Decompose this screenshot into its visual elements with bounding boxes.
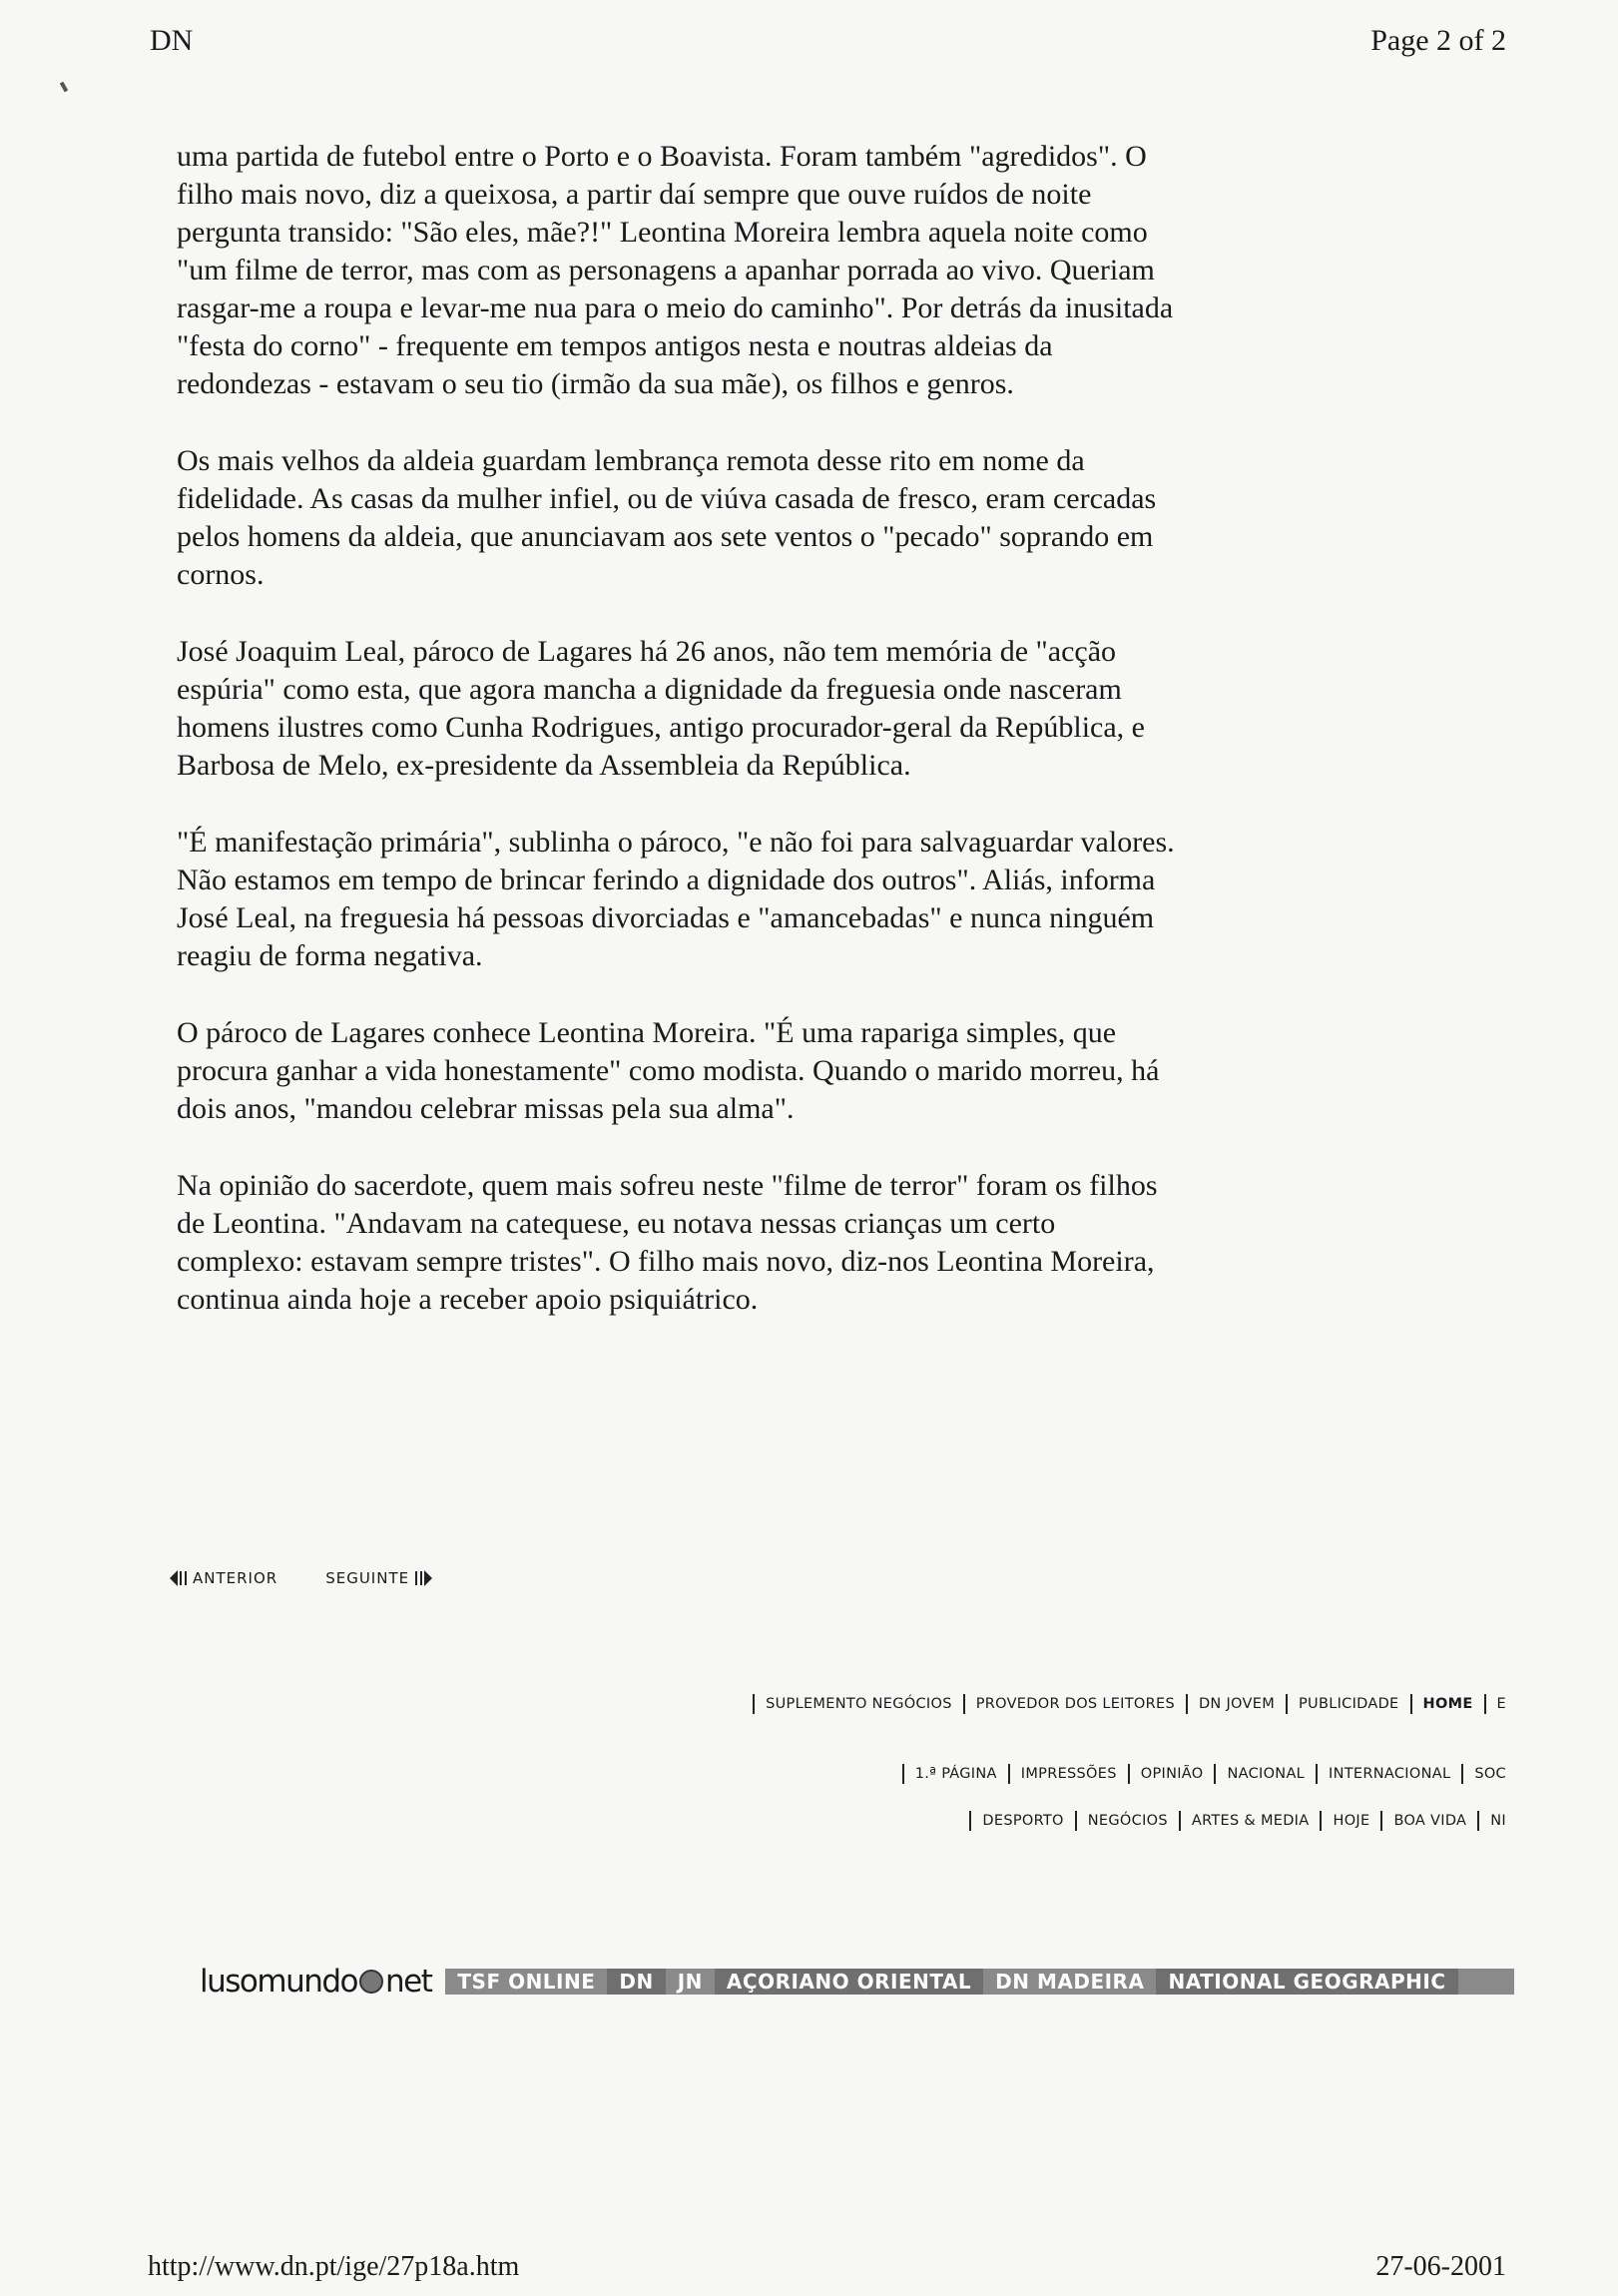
nav-row-topics bbox=[958, 1811, 1506, 1831]
nav-separator bbox=[1320, 1811, 1322, 1831]
footer-date: 27-06-2001 bbox=[1375, 2251, 1506, 2282]
nav-link-nacional[interactable]: NACIONAL bbox=[1227, 1766, 1306, 1782]
nav-link-sociedade[interactable]: SOC bbox=[1474, 1766, 1506, 1782]
nav-row-sections bbox=[742, 1694, 1506, 1714]
nav-separator bbox=[1316, 1764, 1318, 1784]
arrow-right-icon bbox=[424, 1570, 432, 1586]
bars-icon bbox=[180, 1571, 187, 1585]
article-paragraph: Na opinião do sacerdote, quem mais sofreu neste "filme de terror" foram os filhos de Leontina. "Andavam na catequese, eu notava nessas crianças um certo complexo: estavam sempre tristes". O filho mais novo, diz-nos Leontina Moreira, continua ainda hoje a receber apoio psiquiátrico. bbox=[177, 1169, 1158, 1316]
nav-separator bbox=[1477, 1811, 1479, 1831]
nav-link-internacional[interactable]: INTERNACIONAL bbox=[1329, 1766, 1451, 1782]
article-paragraph: O pároco de Lagares conhece Leontina Moreira. "É uma rapariga simples, que procura ganhar a vida honestamente" como modista. Quando o marido morreu, há dois anos, "mandou celebrar missas pela sua alma". bbox=[177, 1016, 1160, 1125]
nav-link-primeira-pagina[interactable]: 1.ª PÁGINA bbox=[914, 1766, 997, 1782]
partner-link-national-geographic[interactable]: NATIONAL GEOGRAPHIC bbox=[1156, 1969, 1457, 1995]
logo-text-left: lusomundo bbox=[200, 1964, 358, 2000]
footer-url: http://www.dn.pt/ige/27p18a.htm bbox=[148, 2251, 520, 2282]
nav-link-impressoes[interactable]: IMPRESSÕES bbox=[1020, 1766, 1117, 1782]
partner-link-dn[interactable]: DN bbox=[607, 1969, 665, 1995]
logo-text-right: net bbox=[385, 1964, 432, 2000]
previous-label: ANTERIOR bbox=[193, 1569, 278, 1587]
nav-separator bbox=[969, 1811, 971, 1831]
nav-separator bbox=[1410, 1694, 1412, 1714]
nav-separator bbox=[1380, 1811, 1382, 1831]
article-paragraph: Os mais velhos da aldeia guardam lembrança remota desse rito em nome da fidelidade. As casas da mulher infiel, ou de viúva casada de fresco, eram cercadas pelos homens da aldeia, que anunciavam aos sete ventos o "pecado" soprando em cornos. bbox=[177, 444, 1157, 591]
nav-separator bbox=[1484, 1694, 1486, 1714]
nav-link-truncated[interactable]: NI bbox=[1490, 1813, 1506, 1829]
partner-link-acoriano[interactable]: AÇORIANO ORIENTAL bbox=[715, 1969, 983, 1995]
nav-separator bbox=[1008, 1764, 1010, 1784]
nav-link-truncated[interactable]: E bbox=[1496, 1696, 1506, 1712]
nav-separator bbox=[1214, 1764, 1216, 1784]
nav-row-edition bbox=[891, 1764, 1506, 1784]
nav-link-artes-media[interactable]: ARTES & MEDIA bbox=[1191, 1813, 1310, 1829]
nav-link-desporto[interactable]: DESPORTO bbox=[982, 1813, 1064, 1829]
nav-separator bbox=[1179, 1811, 1181, 1831]
article-paragraph: "É manifestação primária", sublinha o pároco, "e não foi para salvaguardar valores. Não estamos em tempo de brincar ferindo a dignidade dos outros". Aliás, informa José Leal, na freguesia há pessoas divorciadas e "amancebadas" e nunca ninguém reagiu de forma negativa. bbox=[177, 826, 1175, 972]
nav-link-boa-vida[interactable]: BOA VIDA bbox=[1393, 1813, 1467, 1829]
nav-link-dn-jovem[interactable]: DN JOVEM bbox=[1198, 1696, 1275, 1712]
partner-link-jn[interactable]: JN bbox=[677, 1970, 703, 1994]
partner-link-tsf[interactable]: TSF ONLINE bbox=[457, 1970, 596, 1994]
next-button[interactable] bbox=[325, 1569, 432, 1587]
nav-link-hoje[interactable]: HOJE bbox=[1333, 1813, 1370, 1829]
nav-separator bbox=[902, 1764, 904, 1784]
nav-link-negocios[interactable]: NEGÓCIOS bbox=[1087, 1813, 1168, 1829]
article-paragraph: uma partida de futebol entre o Porto e o Boavista. Foram também "agredidos". O filho mais novo, diz a queixosa, a partir daí sempre que ouve ruídos de noite pergunta transido: "São eles, mãe?!" Leontina Moreira lembra aquela noite como "um filme de terror, mas com as personagens a apanhar porrada ao vivo. Queriam rasgar-me a roupa e levar-me nua para o meio do caminho". Por detrás da inusitada "festa do corno" - frequente em tempos antigos nesta e noutras aldeias da redondezas - estavam o seu tio (irmão da sua mãe), os filhos e genros. bbox=[177, 140, 1174, 400]
nav-link-home[interactable]: HOME bbox=[1422, 1696, 1473, 1712]
partner-links-strip bbox=[445, 1969, 1514, 1995]
lusomundo-logo[interactable] bbox=[200, 1964, 431, 2000]
scan-mark bbox=[60, 82, 68, 93]
nav-separator bbox=[963, 1694, 965, 1714]
header-site-name: DN bbox=[150, 24, 194, 57]
article-body bbox=[177, 138, 1185, 1358]
nav-separator bbox=[753, 1694, 755, 1714]
nav-link-suplemento-negocios[interactable]: SUPLEMENTO NEGÓCIOS bbox=[766, 1696, 952, 1712]
nav-link-provedor[interactable]: PROVEDOR DOS LEITORES bbox=[975, 1696, 1175, 1712]
partner-link-dn-madeira[interactable]: DN MADEIRA bbox=[995, 1970, 1145, 1994]
article-paragraph: José Joaquim Leal, pároco de Lagares há 26 anos, não tem memória de "acção espúria" como esta, que agora mancha a dignidade da freguesia onde nasceram homens ilustres como Cunha Rodrigues, antigo procurador-geral da República, e Barbosa de Melo, ex-presidente da Assembleia da República. bbox=[177, 635, 1145, 782]
globe-icon bbox=[359, 1970, 383, 1994]
arrow-left-icon bbox=[170, 1570, 178, 1586]
nav-separator bbox=[1186, 1694, 1188, 1714]
nav-link-publicidade[interactable]: PUBLICIDADE bbox=[1299, 1696, 1399, 1712]
nav-link-opiniao[interactable]: OPINIÃO bbox=[1140, 1766, 1204, 1782]
previous-button[interactable] bbox=[170, 1569, 277, 1587]
nav-separator bbox=[1075, 1811, 1077, 1831]
nav-separator bbox=[1128, 1764, 1130, 1784]
pagination bbox=[170, 1569, 432, 1587]
nav-separator bbox=[1286, 1694, 1288, 1714]
next-label: SEGUINTE bbox=[325, 1569, 410, 1587]
nav-separator bbox=[1461, 1764, 1463, 1784]
header-page-count: Page 2 of 2 bbox=[1370, 24, 1506, 57]
partner-bar bbox=[200, 1964, 1514, 2000]
bars-icon bbox=[415, 1571, 422, 1585]
